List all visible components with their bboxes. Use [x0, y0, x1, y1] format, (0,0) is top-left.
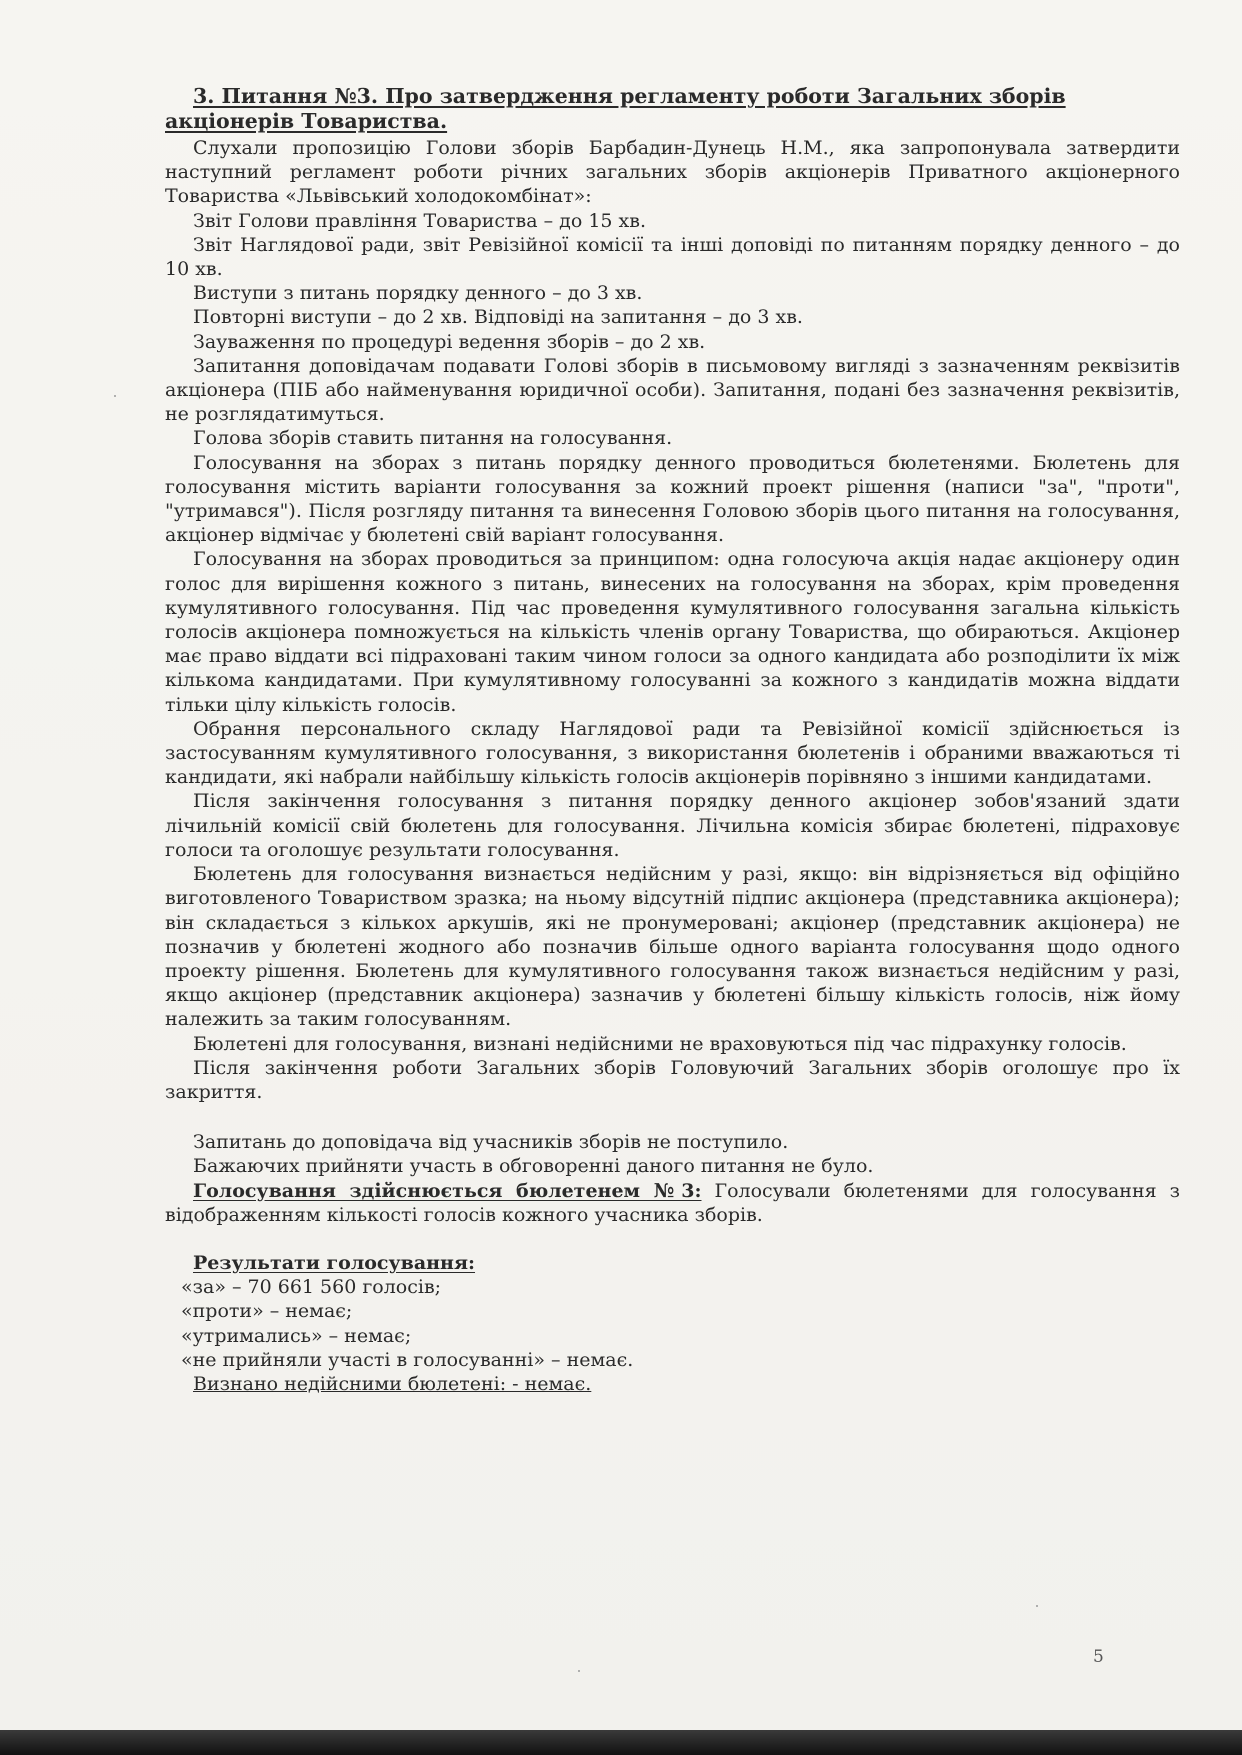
result-invalid: Визнано недійсними бюлетені: - немає. [193, 1372, 592, 1395]
paragraph: Бюлетень для голосування визнається недійсним у разі, якщо: він відрізняється від офіційно виготовленого Товариством зразка; на ньому відсутній підпис акціонера (представника акціонера); він складається з кількох аркушів, які не пронумеровані; акціонер (представник акціонера) не позначив у бюлетені жодного або позначив більше одного варіанта голосування щодо одного проекту рішення. Бюлетень для кумулятивного голосування також визнається недійсним у разі, якщо акціонер (представник акціонера) зазначив у бюлетені більшу кількість голосів, ніж йому належить за таким голосуванням. [165, 863, 1180, 1031]
vote-label: Голосування здійснюється бюлетенем №3: [193, 1179, 702, 1202]
scan-speck [578, 1670, 580, 1672]
paragraph: Повторні виступи – до 2 хв. Відповіді на запитання – до 3 хв. [193, 306, 803, 329]
scan-edge-bar [0, 1730, 1242, 1755]
after-line: Бажаючих прийняти участь в обговоренні даного питання не було. [193, 1155, 874, 1178]
paragraph: Звіт Голови правління Товариства – до 15 хв. [193, 209, 647, 232]
scan-speck [1036, 1605, 1038, 1607]
page-number: 5 [1093, 1647, 1104, 1667]
after-line: Запитань до доповідача від учасників зборів не поступило. [193, 1131, 789, 1154]
paragraph: Голосування на зборах з питань порядку денного проводиться бюлетенями. Бюлетень для голосування містить варіанти голосування за кожний проект рішення (написи "за", "проти", "утримався"). Після розгляду питання та винесення Головою зборів цього питання на голосування, акціонер відмічає у бюлетені свій варіант голосування. [165, 451, 1180, 547]
vote-text: Голосували бюлетенями для голосування з відображенням кількості голосів кожного учасника зборів. [165, 1179, 1181, 1226]
paragraph: Запитання доповідачам подавати Голові зборів в письмовому вигляді з зазначенням реквізитів акціонера (ПІБ або найменування юридичної особи). Запитання, подані без зазначення реквізитів, не розглядатимуться. [165, 354, 1180, 426]
paragraph: Слухали пропозицію Голови зборів Барбадин-Дунець Н.М., яка запропонувала затвердити наступний регламент роботи річних загальних зборів акціонерів Приватного акціонерного Товариства «Львівський холодокомбінат»: [165, 137, 1180, 208]
paragraph: Голосування на зборах проводиться за принципом: одна голосуюча акція надає акціонеру один голос для вирішення кожного з питань, винесених на голосування на зборах, крім проведення кумулятивного голосування. Під час проведення кумулятивного голосування загальна кількість голосів акціонера помножується на кількість членів органу Товариства, що обираються. Акціонер має право віддати всі підраховані таким чином голоси за одного кандидата або розподілити їх між кількома кандидатами. При кумулятивному голосуванні за кожного з кандидатів можна віддати тільки цілу кількість голосів. [165, 548, 1180, 716]
paragraph: Виступи з питань порядку денного – до 3 хв. [193, 282, 643, 305]
paragraph: Звіт Наглядової ради, звіт Ревізійної комісії та інші доповіді по питанням порядку денного – до 10 хв. [165, 233, 1180, 281]
scan-speck [114, 395, 116, 397]
paragraph: Після закінчення голосування з питання порядку денного акціонер зобов'язаний здати лічильній комісії свій бюлетень для голосування. Лічильна комісія збирає бюлетені, підраховує голоси та оголошує результати голосування. [165, 790, 1180, 861]
document-body [165, 84, 1180, 1396]
paragraph: Голова зборів ставить питання на голосування. [193, 427, 673, 450]
paragraph: Після закінчення роботи Загальних зборів Головуючий Загальних зборів оголошує про їх закриття. [165, 1056, 1180, 1103]
heading-line-1: 3. Питання №3. Про затвердження регламенту роботи Загальних зборів [193, 84, 1066, 108]
result-za: «за» – 70 661 560 голосів; [181, 1276, 442, 1299]
spacer [165, 1104, 1180, 1130]
section-heading [165, 84, 1180, 134]
result-proty: «проти» – немає; [181, 1300, 353, 1323]
results-title: Результати голосування: [193, 1251, 476, 1274]
paragraph: Обрання персонального складу Наглядової ради та Ревізійної комісії здійснюється із застосуванням кумулятивного голосування, з використання бюлетенів і обраними вважаються ті кандидати, які набрали найбільшу кількість голосів акціонерів порівняно з іншими кандидатами. [165, 717, 1180, 789]
result-not-participated: «не прийняли участі в голосуванні» – немає. [181, 1348, 634, 1371]
paragraph: Бюлетені для голосування, визнані недійсними не враховуються під час підрахунку голосів. [193, 1032, 1127, 1055]
heading-line-2: акціонерів Товариства. [165, 109, 448, 133]
paragraph: Зауваження по процедурі ведення зборів – до 2 хв. [193, 330, 706, 353]
result-utrymalys: «утримались» – немає; [181, 1324, 412, 1347]
vote-paragraph [165, 1179, 1180, 1227]
